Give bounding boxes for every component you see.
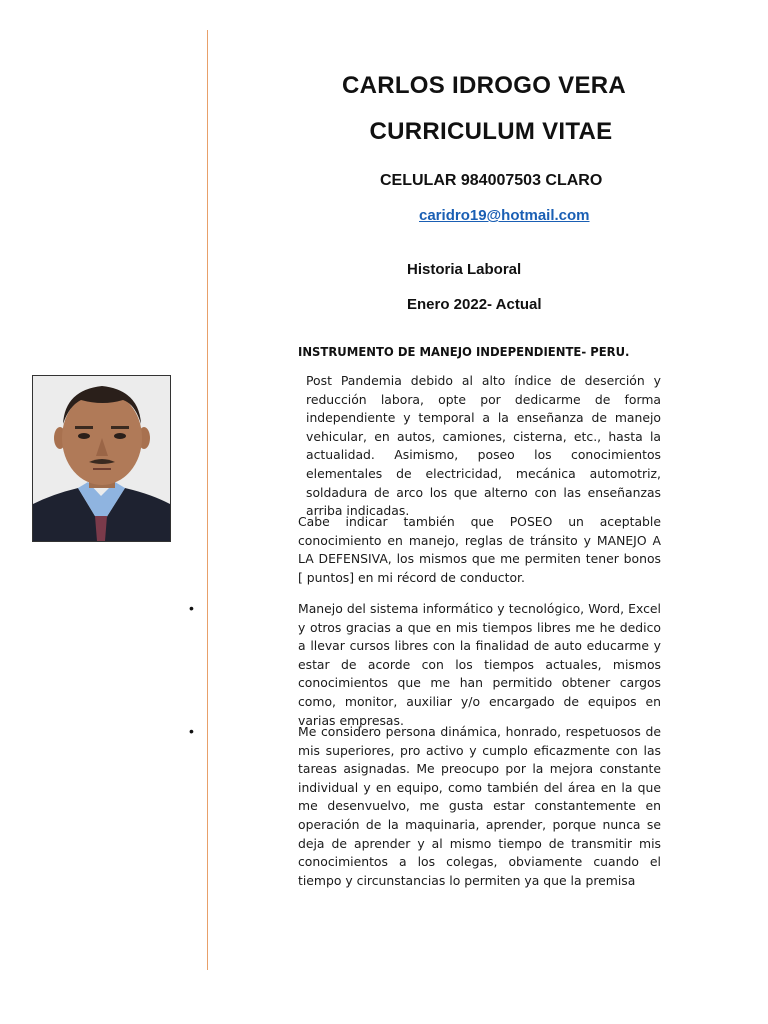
bullet-2: • xyxy=(189,723,194,739)
paragraph-1: Post Pandemia debido al alto índice de deserción y reducción labora, opte por dedicarme de forma independiente y temporal a la enseñanza de manejo vehicular, en autos, camiones, cisterna, etc., hasta la actualidad. Asimismo, poseo los conocimientos elementales de electricidad, mecánica automotriz, soldadura de arco los que alterno con las enseñanzas arriba indicadas. xyxy=(306,373,661,519)
phone-number: CELULAR 984007503 CLARO xyxy=(380,172,603,189)
portrait-image xyxy=(33,376,170,541)
job-period: Enero 2022- Actual xyxy=(407,296,542,313)
bullet-1: • xyxy=(189,600,194,616)
email-link[interactable]: caridro19@hotmail.com xyxy=(419,207,590,224)
paragraph-4: Me considero persona dinámica, honrado, respetuosos de mis superiores, pro activo y cumplo eficazmente con las tareas asignadas. Me preocupo por la mejora constante individual y en equipo, como también del área en la que me desenvuelvo, me gusta estar constantemente en operación de la maquinaria, aprender, porque nunca se deja de aprender y al mismo tiempo de transmitir mis conocimientos a los colegas, obviamente cuando el tiempo y circunstancias lo permiten ya que la premisa xyxy=(298,724,661,888)
margin-line xyxy=(207,30,208,970)
document-title: CURRICULUM VITAE xyxy=(369,118,613,145)
job-title: INSTRUMENTO DE MANEJO INDEPENDIENTE- PERU. xyxy=(298,344,630,359)
person-name: CARLOS IDROGO VERA xyxy=(341,72,627,99)
paragraph-3: Manejo del sistema informático y tecnológico, Word, Excel y otros gracias a que en mis tiempos libres me he dedico a llevar cursos libres con la finalidad de auto educarme y estar de acorde con los tiempos actuales, mismos conocimientos que me han permitido obtener cargos como, monitor, auxiliar y/o encargado de equipos en varias empresas. xyxy=(298,601,661,728)
paragraph-2: Cabe indicar también que POSEO un aceptable conocimiento en manejo, reglas de tránsito y MANEJO A LA DEFENSIVA, los mismos que me permiten tener bonos [ puntos] en mi récord de conductor. xyxy=(298,514,661,585)
profile-photo xyxy=(32,375,171,542)
section-title: Historia Laboral xyxy=(407,261,522,278)
